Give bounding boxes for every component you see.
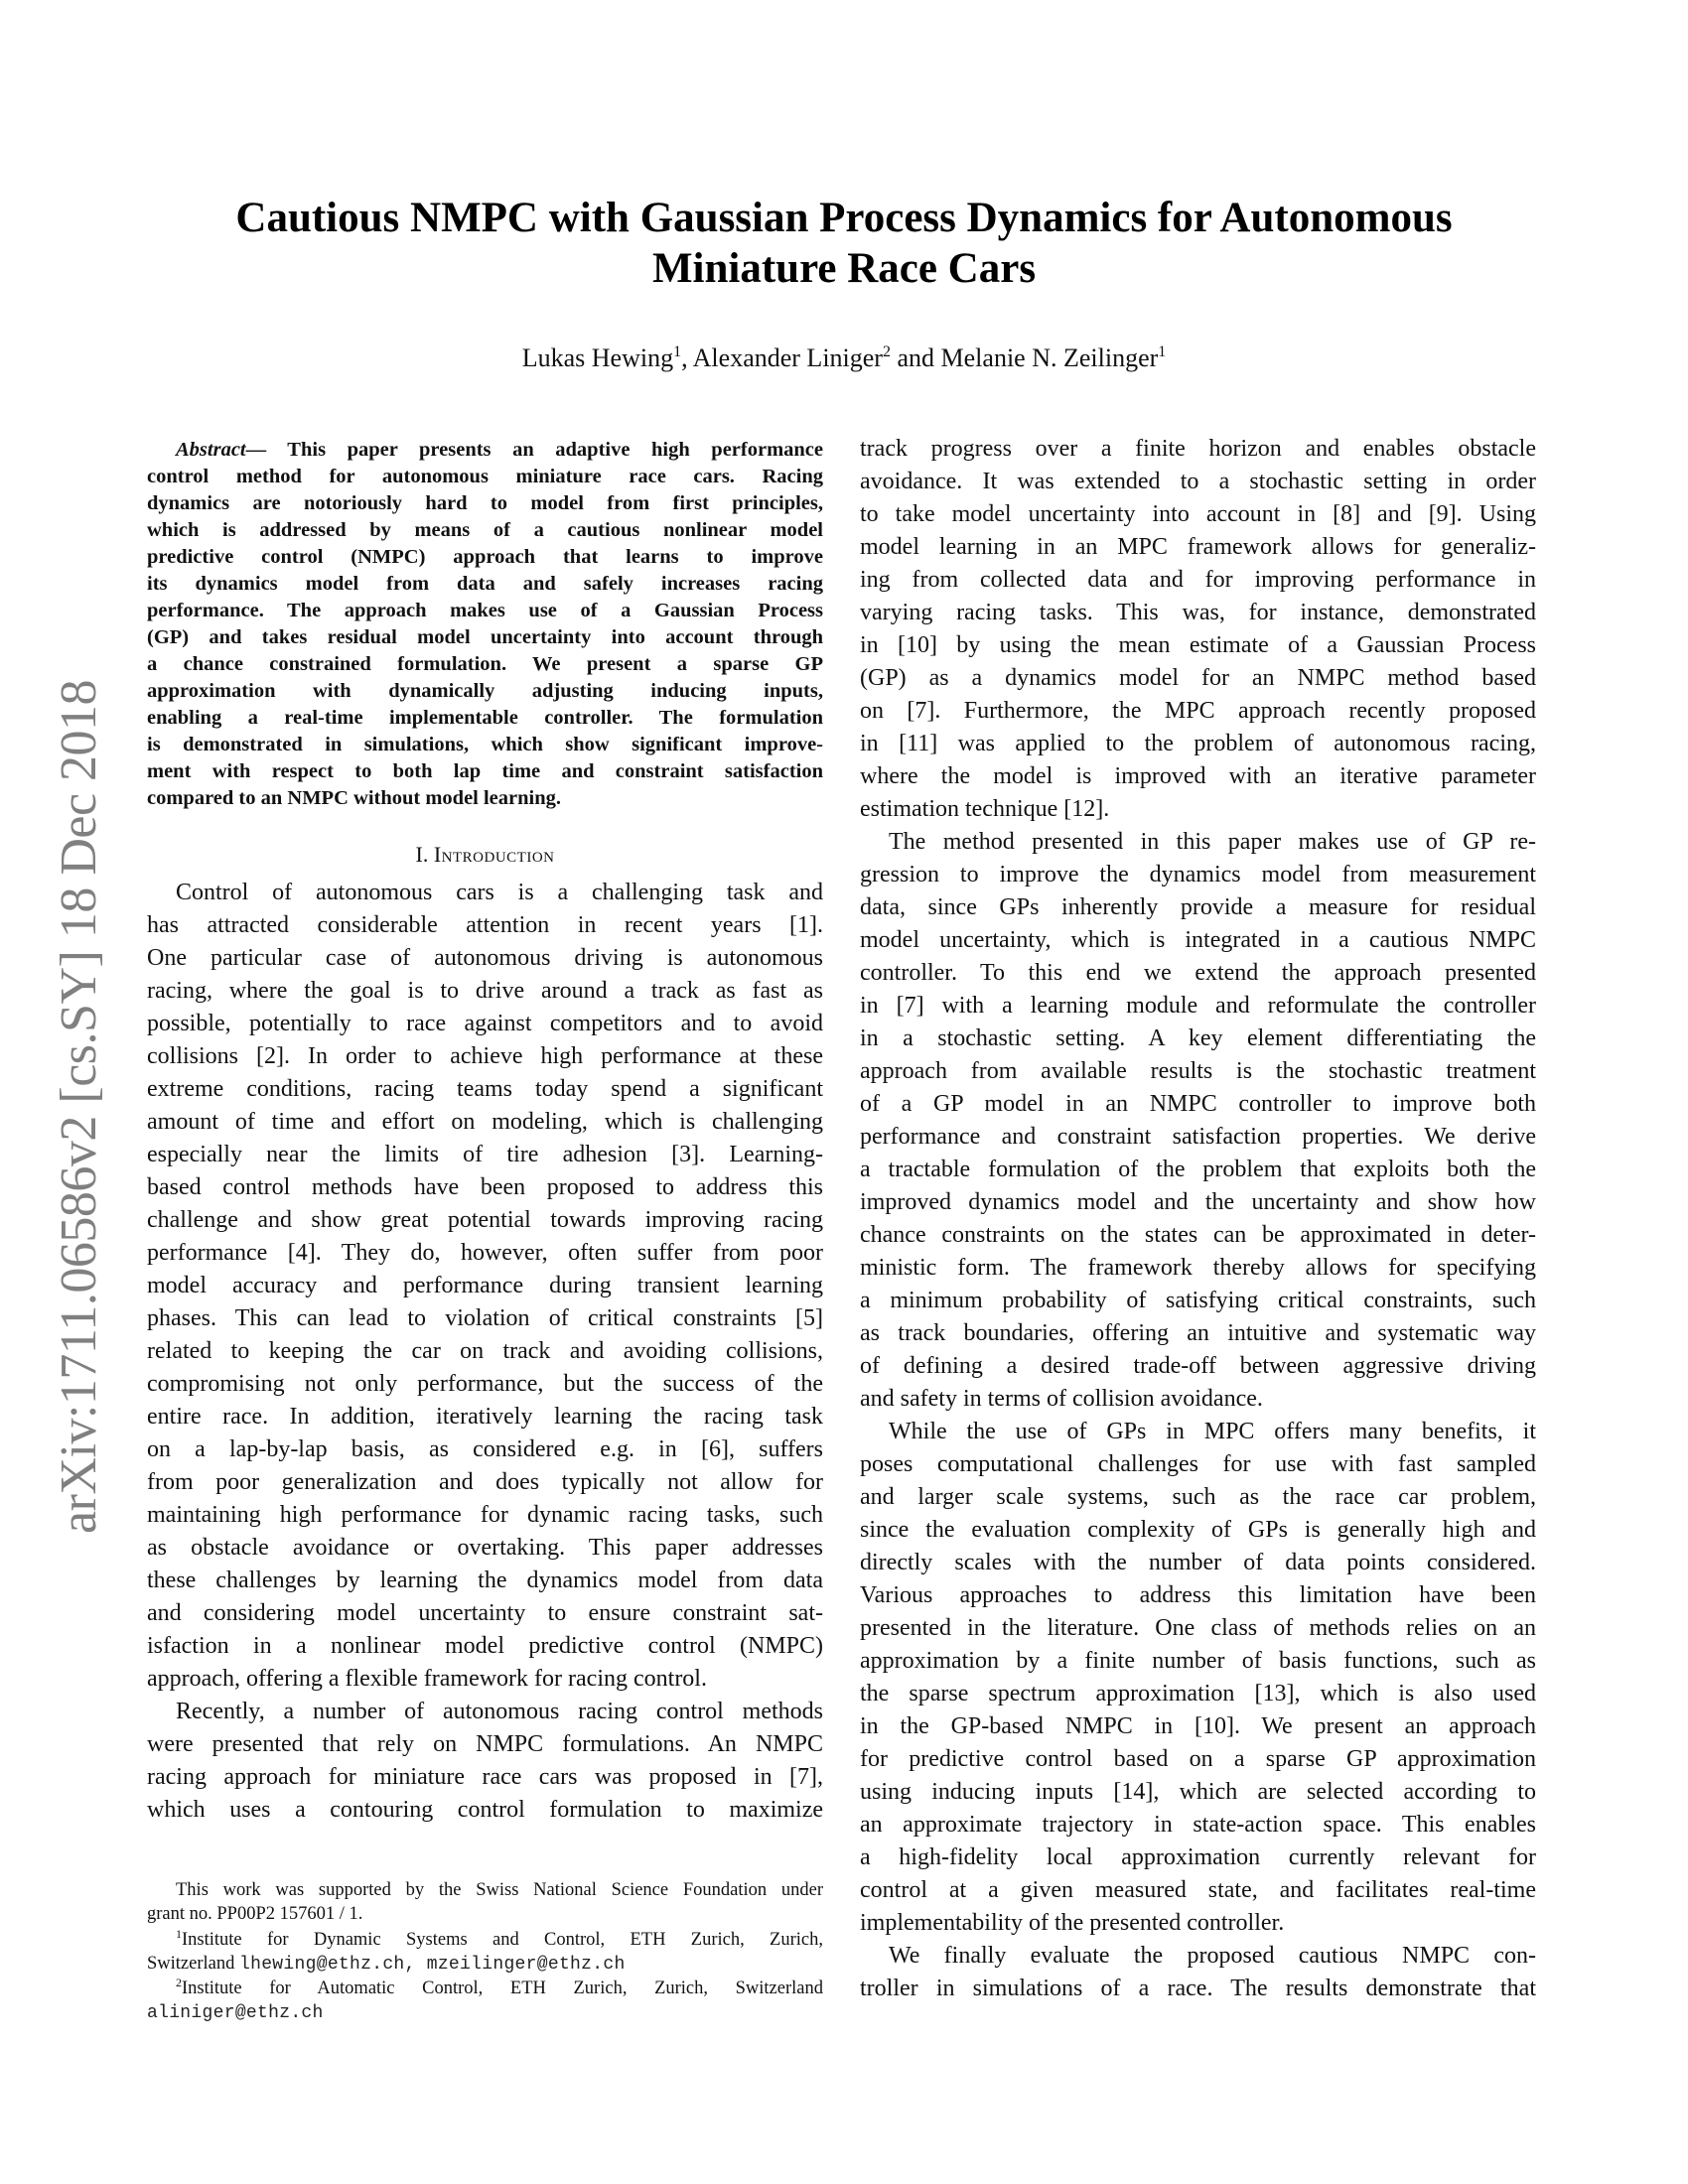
- body-line: approach from available results is the stochastic treatment: [860, 1058, 1536, 1084]
- body-line: isfaction in a nonlinear model predictive control (NMPC): [147, 1633, 823, 1659]
- body-line: from poor generalization and does typically not allow for: [147, 1469, 823, 1495]
- author-list: [0, 342, 1688, 374]
- body-line: collisions [2]. In order to achieve high performance at these: [147, 1043, 823, 1069]
- section-title: Introduction: [433, 842, 555, 867]
- body-line: maintaining high performance for dynamic racing tasks, such: [147, 1502, 823, 1528]
- body-line: controller. To this end we extend the approach presented: [860, 960, 1536, 986]
- affiliation-mark: 1: [176, 1927, 182, 1941]
- section-number: I.: [415, 842, 429, 867]
- body-line: One particular case of autonomous driving is autonomous: [147, 945, 823, 971]
- affiliation-footnote-2-email-line: [147, 2000, 823, 2025]
- funding-footnote-line: grant no. PP00P2 157601 / 1.: [147, 1904, 363, 1924]
- email-link[interactable]: aliniger@ethz.ch: [147, 2003, 324, 2023]
- body-line: of a GP model in an NMPC controller to improve both: [860, 1091, 1536, 1117]
- body-line: control at a given measured state, and facilitates real-time: [860, 1877, 1536, 1903]
- body-line: where the model is improved with an iterative parameter: [860, 763, 1536, 789]
- body-line: model accuracy and performance during transient learning: [147, 1273, 823, 1298]
- abstract-line: approximation with dynamically adjusting inducing inputs,: [147, 680, 823, 702]
- body-line: avoidance. It was extended to a stochastic setting in order: [860, 469, 1536, 494]
- body-line: a minimum probability of satisfying critical constraints, such: [860, 1288, 1536, 1313]
- body-line: in [11] was applied to the problem of autonomous racing,: [860, 731, 1536, 756]
- body-line: a high-fidelity local approximation currently relevant for: [860, 1844, 1536, 1870]
- abstract-line: (GP) and takes residual model uncertainty into account through: [147, 626, 823, 648]
- body-line: amount of time and effort on modeling, which is challenging: [147, 1109, 823, 1135]
- body-line: as obstacle avoidance or overtaking. This paper addresses: [147, 1535, 823, 1561]
- body-line: and safety in terms of collision avoidance.: [860, 1386, 1263, 1412]
- funding-footnote-line: This work was supported by the Swiss National Science Foundation under: [176, 1880, 823, 1900]
- body-line: ing from collected data and for improving performance in: [860, 567, 1536, 593]
- body-line: on a lap-by-lap basis, as considered e.g. in [6], suffers: [147, 1436, 823, 1462]
- body-line: for predictive control based on a sparse GP approximation: [860, 1746, 1536, 1772]
- body-line: racing approach for miniature race cars was proposed in [7],: [147, 1764, 823, 1790]
- body-line: of defining a desired trade-off between aggressive driving: [860, 1353, 1536, 1379]
- body-line: to take model uncertainty into account in [8] and [9]. Using: [860, 501, 1536, 527]
- body-line: based control methods have been proposed to address this: [147, 1174, 823, 1200]
- body-line: poses computational challenges for use with fast sampled: [860, 1451, 1536, 1477]
- body-line: which uses a contouring control formulation to maximize: [147, 1797, 823, 1823]
- title-line-1: Cautious NMPC with Gaussian Process Dynamics for Autonomous: [235, 195, 1453, 241]
- body-line: using inducing inputs [14], which are selected according to: [860, 1779, 1536, 1805]
- body-line: Various approaches to address this limitation have been: [860, 1582, 1536, 1608]
- body-line: model learning in an MPC framework allows for generaliz-: [860, 534, 1536, 560]
- body-line: a tractable formulation of the problem that exploits both the: [860, 1157, 1536, 1182]
- abstract-line: its dynamics model from data and safely increases racing: [147, 573, 823, 595]
- body-line: especially near the limits of tire adhesion [3]. Learning-: [147, 1142, 823, 1167]
- body-line: Control of autonomous cars is a challenging task and: [176, 880, 823, 905]
- body-line: in [10] by using the mean estimate of a Gaussian Process: [860, 632, 1536, 658]
- body-line: challenge and show great potential towards improving racing: [147, 1207, 823, 1233]
- body-line: in the GP-based NMPC in [10]. We present an approach: [860, 1713, 1536, 1739]
- body-line: related to keeping the car on track and avoiding collisions,: [147, 1338, 823, 1364]
- body-line: in [7] with a learning module and reformulate the controller: [860, 993, 1536, 1019]
- body-line: approximation by a finite number of basis functions, such as: [860, 1648, 1536, 1674]
- body-line: possible, potentially to race against competitors and to avoid: [147, 1011, 823, 1036]
- body-line: performance and constraint satisfaction properties. We derive: [860, 1124, 1536, 1150]
- body-line: were presented that rely on NMPC formulations. An NMPC: [147, 1731, 823, 1757]
- arxiv-stamp: arXiv:1711.06586v2 [cs.SY] 18 Dec 2018: [51, 679, 107, 1534]
- body-line: improved dynamics model and the uncertainty and show how: [860, 1189, 1536, 1215]
- abstract-line: control method for autonomous miniature race cars. Racing: [147, 466, 823, 487]
- email-link[interactable]: lhewing@ethz.ch, mzeilinger@ethz.ch: [239, 1955, 626, 1975]
- body-line: since the evaluation complexity of GPs is generally high and: [860, 1517, 1536, 1543]
- affiliation-footnote-1-email-line: [147, 1952, 823, 1977]
- abstract-line: ment with respect to both lap time and constraint satisfaction: [147, 760, 823, 782]
- body-line: data, since GPs inherently provide a measure for residual: [860, 894, 1536, 920]
- abstract-line: predictive control (NMPC) approach that learns to improve: [147, 546, 823, 568]
- author-affiliation-mark: 1: [1158, 343, 1167, 360]
- body-line: model uncertainty, which is integrated in a cautious NMPC: [860, 927, 1536, 953]
- body-line: as track boundaries, offering an intuitive and systematic way: [860, 1320, 1536, 1346]
- author-name: Lukas Hewing: [521, 343, 674, 372]
- author-affiliation-mark: 2: [882, 343, 891, 360]
- body-line: performance [4]. They do, however, often suffer from poor: [147, 1240, 823, 1266]
- abstract-line: a chance constrained formulation. We present a sparse GP: [147, 653, 823, 675]
- body-line: implementability of the presented controller.: [860, 1910, 1285, 1936]
- title-line-2: Miniature Race Cars: [651, 245, 1037, 292]
- body-line: in a stochastic setting. A key element differentiating the: [860, 1025, 1536, 1051]
- author-affiliation-mark: 1: [673, 343, 682, 360]
- paper-title: [0, 193, 1688, 294]
- abstract-line: [147, 437, 823, 464]
- body-line: (GP) as a dynamics model for an NMPC method based: [860, 665, 1536, 691]
- abstract-line: performance. The approach makes use of a Gaussian Process: [147, 600, 823, 621]
- body-line: track progress over a finite horizon and enables obstacle: [860, 436, 1536, 462]
- body-line: While the use of GPs in MPC offers many benefits, it: [889, 1419, 1536, 1444]
- body-line: has attracted considerable attention in recent years [1].: [147, 912, 823, 938]
- body-line: phases. This can lead to violation of critical constraints [5]: [147, 1305, 823, 1331]
- affiliation-text: Institute for Dynamic Systems and Control, ETH Zurich, Zurich,: [182, 1930, 823, 1950]
- abstract-label: Abstract: [176, 439, 246, 461]
- abstract-line: compared to an NMPC without model learning.: [147, 787, 562, 809]
- body-line: an approximate trajectory in state-action space. This enables: [860, 1812, 1536, 1838]
- body-line: the sparse spectrum approximation [13], which is also used: [860, 1681, 1536, 1706]
- body-line: and larger scale systems, such as the race car problem,: [860, 1484, 1536, 1510]
- affiliation-country: Switzerland: [147, 1954, 239, 1974]
- body-line: directly scales with the number of data points considered.: [860, 1550, 1536, 1575]
- body-line: We finally evaluate the proposed cautious NMPC con-: [889, 1943, 1536, 1969]
- body-line: approach, offering a flexible framework for racing control.: [147, 1666, 707, 1692]
- body-line: Recently, a number of autonomous racing control methods: [176, 1699, 823, 1724]
- body-line: gression to improve the dynamics model from measurement: [860, 862, 1536, 887]
- body-line: estimation technique [12].: [860, 796, 1110, 822]
- body-line: entire race. In addition, iteratively learning the racing task: [147, 1404, 823, 1430]
- abstract-line: enabling a real-time implementable controller. The formulation: [147, 707, 823, 729]
- abstract-text: This paper presents an adaptive high performance: [266, 439, 823, 461]
- body-line: The method presented in this paper makes use of GP re-: [889, 829, 1536, 855]
- abstract-line: which is addressed by means of a cautious nonlinear model: [147, 519, 823, 541]
- body-line: chance constraints on the states can be approximated in deter-: [860, 1222, 1536, 1248]
- author-name: Melanie N. Zeilinger: [940, 343, 1159, 372]
- section-heading-introduction: [147, 842, 823, 868]
- author-separator: ,: [681, 343, 693, 372]
- abstract-dash: —: [245, 439, 267, 461]
- body-line: on [7]. Furthermore, the MPC approach recently proposed: [860, 698, 1536, 724]
- body-line: and considering model uncertainty to ensure constraint sat-: [147, 1600, 823, 1626]
- body-line: these challenges by learning the dynamics model from data: [147, 1568, 823, 1593]
- author-name: Alexander Liniger: [692, 343, 883, 372]
- body-line: ministic form. The framework thereby allows for specifying: [860, 1255, 1536, 1281]
- affiliation-mark: 2: [176, 1976, 182, 1989]
- author-separator: and: [890, 343, 941, 372]
- body-line: compromising not only performance, but the success of the: [147, 1371, 823, 1397]
- abstract-line: is demonstrated in simulations, which show significant improve-: [147, 734, 823, 755]
- affiliation-text: Institute for Automatic Control, ETH Zurich, Zurich, Switzerland: [182, 1979, 823, 1998]
- affiliation-footnote-2: [147, 1977, 823, 2000]
- body-line: presented in the literature. One class of methods relies on an: [860, 1615, 1536, 1641]
- body-line: extreme conditions, racing teams today spend a significant: [147, 1076, 823, 1102]
- body-line: troller in simulations of a race. The results demonstrate that: [860, 1976, 1536, 2001]
- body-line: racing, where the goal is to drive around a track as fast as: [147, 978, 823, 1004]
- body-line: varying racing tasks. This was, for instance, demonstrated: [860, 600, 1536, 625]
- abstract-line: dynamics are notoriously hard to model from first principles,: [147, 492, 823, 514]
- affiliation-footnote-1: [147, 1928, 823, 1952]
